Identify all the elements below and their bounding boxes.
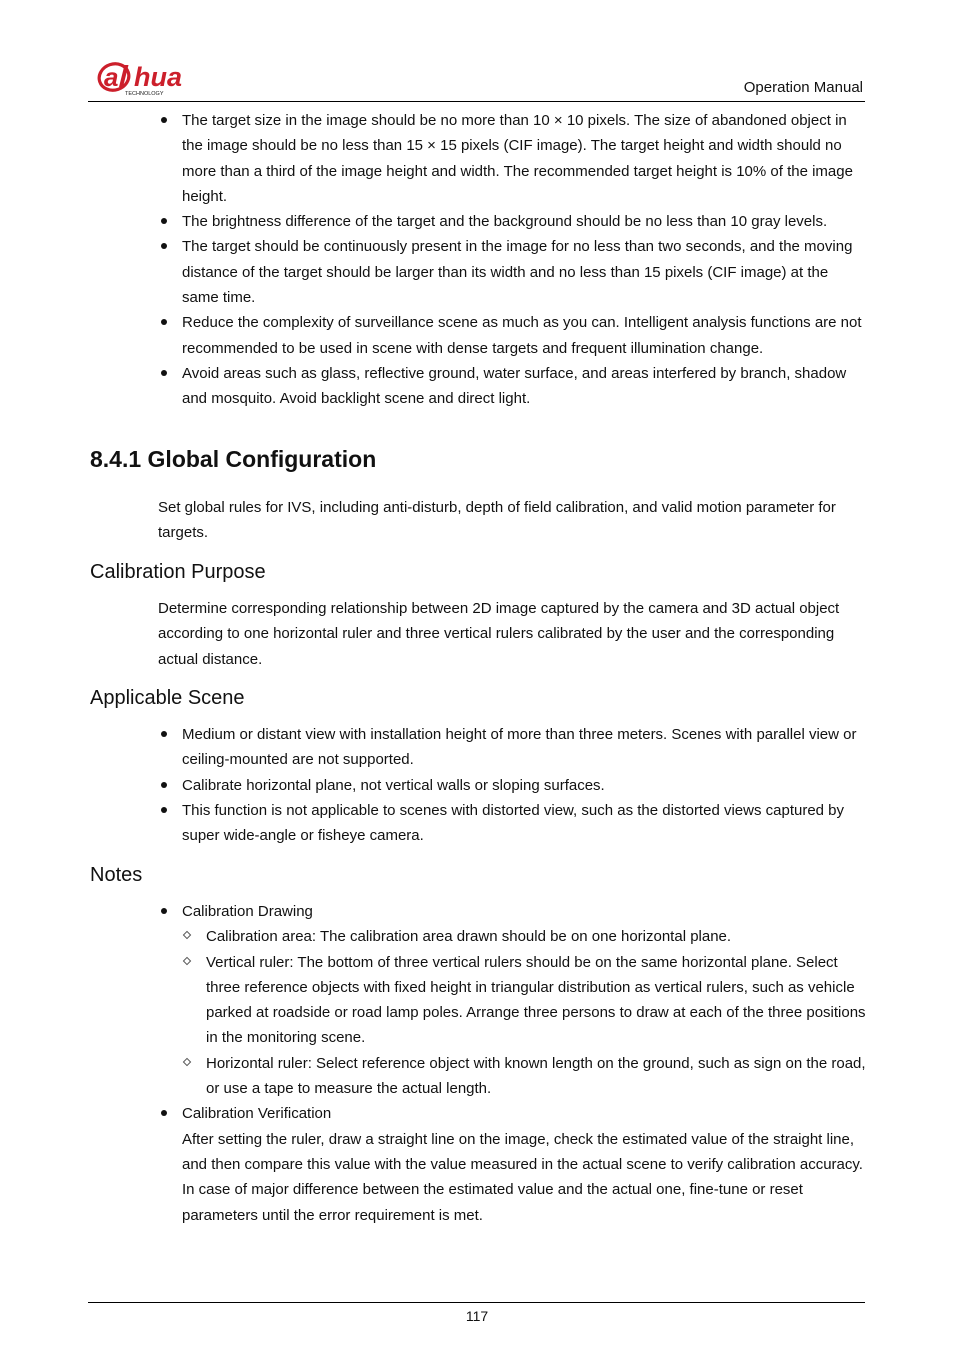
header-divider bbox=[88, 101, 865, 102]
list-item: Avoid areas such as glass, reflective ground, water surface, and areas interfered by branch, shadow and mosquito. Avoid backlight scene and direct light. bbox=[158, 361, 868, 412]
list-item: The target size in the image should be no more than 10 × 10 pixels. The size of abandoned object in the image should be no less than 15 × 15 pixels (CIF image). The target height and width should no more than a third of the image height and width. The recommended target height is 10% of the image height. bbox=[158, 108, 868, 209]
svg-text:TECHNOLOGY: TECHNOLOGY bbox=[125, 91, 164, 97]
calibration-purpose-text: Determine corresponding relationship between 2D image captured by the camera and 3D actual object according to one horizontal ruler and three vertical rulers calibrated by the user and the corresponding actual distance. bbox=[158, 600, 840, 668]
sub-list-item: Horizontal ruler: Select reference object with known length on the ground, such as sign on the road, or use a tape to measure the actual length. bbox=[182, 1051, 868, 1102]
calibration-verification-item bbox=[158, 1101, 868, 1227]
calibration-drawing-sublist bbox=[182, 924, 868, 1101]
notes-list bbox=[158, 899, 868, 1228]
calibration-drawing-title: Calibration Drawing bbox=[182, 903, 313, 920]
sub-list-item: Calibration area: The calibration area drawn should be on one horizontal plane. bbox=[182, 924, 868, 949]
list-item: The target should be continuously present in the image for no less than two seconds, and the moving distance of the target should be larger than its width and no less than 15 pixels (CIF image) at the same time. bbox=[158, 234, 868, 310]
list-item: Calibrate horizontal plane, not vertical walls or sloping surfaces. bbox=[158, 773, 868, 798]
footer-divider bbox=[88, 1302, 865, 1303]
calibration-verification-title: Calibration Verification bbox=[182, 1105, 332, 1123]
dahua-logo-graphic bbox=[97, 59, 207, 97]
applicable-scene-list bbox=[158, 722, 868, 848]
document-title: Operation Manual bbox=[743, 79, 863, 96]
sub-list-item: Vertical ruler: The bottom of three vertical rulers should be on the same horizontal plane. Select three reference objects with fixed height in triangular distribution as vertical rulers, such as vehicle parked at roadside or road lamp poles. Arrange three persons to draw at each of the three positions in the monitoring scene. bbox=[182, 950, 868, 1051]
page-number: 117 bbox=[465, 1308, 489, 1324]
dahua-logo bbox=[97, 59, 207, 97]
calibration-purpose-heading: Calibration Purpose bbox=[90, 561, 266, 583]
calibration-drawing-item bbox=[158, 899, 868, 1101]
list-item: This function is not applicable to scenes with distorted view, such as the distorted views captured by super wide-angle or fisheye camera. bbox=[158, 798, 868, 849]
list-item: Reduce the complexity of surveillance scene as much as you can. Intelligent analysis functions are not recommended to be used in scene with dense targets and frequent illumination change. bbox=[158, 310, 868, 361]
svg-text:hua: hua bbox=[134, 62, 183, 92]
notes-heading: Notes bbox=[90, 864, 143, 886]
section-heading: 8.4.1 Global Configuration bbox=[90, 446, 377, 472]
requirements-list bbox=[158, 108, 868, 412]
list-item: Medium or distant view with installation height of more than three meters. Scenes with parallel view or ceiling-mounted are not supported. bbox=[158, 722, 868, 773]
list-item: The brightness difference of the target and the background should be no less than 10 gray levels. bbox=[158, 209, 868, 234]
section-intro: Set global rules for IVS, including anti-disturb, depth of field calibration, and valid motion parameter for targets. bbox=[158, 499, 836, 542]
svg-text:a: a bbox=[104, 62, 119, 92]
applicable-scene-heading: Applicable Scene bbox=[90, 687, 245, 709]
calibration-verification-text: After setting the ruler, draw a straight line on the image, check the estimated value of the straight line, and then compare this value with the value measured in the actual scene to verify calibration accuracy. In case of major difference between the estimated value and the actual one, fine-tune or reset parameters until the error requirement is met. bbox=[182, 1130, 863, 1224]
